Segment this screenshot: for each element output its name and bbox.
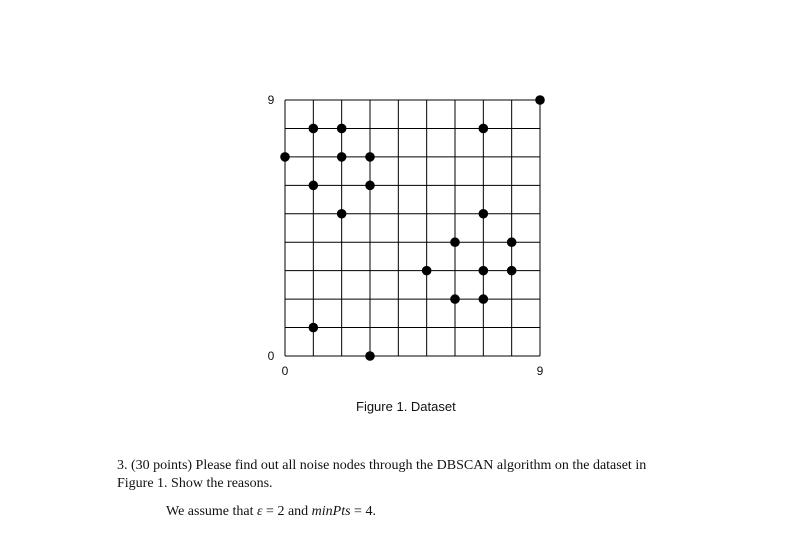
data-point: [280, 152, 290, 162]
data-points: [280, 95, 545, 361]
assumption-eq1: = 2 and: [262, 504, 312, 519]
data-point: [365, 181, 375, 191]
data-point: [450, 294, 460, 304]
data-point: [507, 266, 517, 276]
assumption-text: [166, 504, 376, 520]
y-tick-label-max: 9: [267, 93, 275, 107]
data-point: [535, 95, 545, 105]
assumption-prefix: We assume that: [166, 504, 258, 519]
data-point: [309, 323, 319, 333]
data-point: [337, 124, 347, 134]
y-tick-label-min: 0: [267, 349, 275, 363]
data-point: [479, 209, 489, 219]
question-line-2: Figure 1. Show the reasons.: [117, 476, 273, 491]
figure-caption: Figure 1. Dataset: [356, 399, 456, 414]
minpts-symbol: minPts: [311, 504, 351, 519]
data-point: [479, 294, 489, 304]
data-point: [365, 351, 375, 361]
epsilon-symbol: ε: [257, 504, 263, 519]
data-point: [422, 266, 432, 276]
data-point: [337, 209, 347, 219]
data-point: [507, 237, 517, 247]
data-point: [365, 152, 375, 162]
data-point: [309, 181, 319, 191]
grid: [285, 100, 540, 356]
assumption-eq2: = 4.: [350, 504, 376, 519]
x-tick-label-max: 9: [536, 364, 544, 378]
question-line-1: 3. (30 points) Please find out all noise nodes through the DBSCAN algorithm on the dataset in: [117, 458, 647, 473]
data-point: [479, 124, 489, 134]
axis-ticks: [268, 93, 544, 378]
data-point: [337, 152, 347, 162]
data-point: [309, 124, 319, 134]
question-text: [117, 457, 697, 493]
data-point: [479, 266, 489, 276]
data-point: [450, 237, 460, 247]
x-tick-label-min: 0: [281, 364, 289, 378]
